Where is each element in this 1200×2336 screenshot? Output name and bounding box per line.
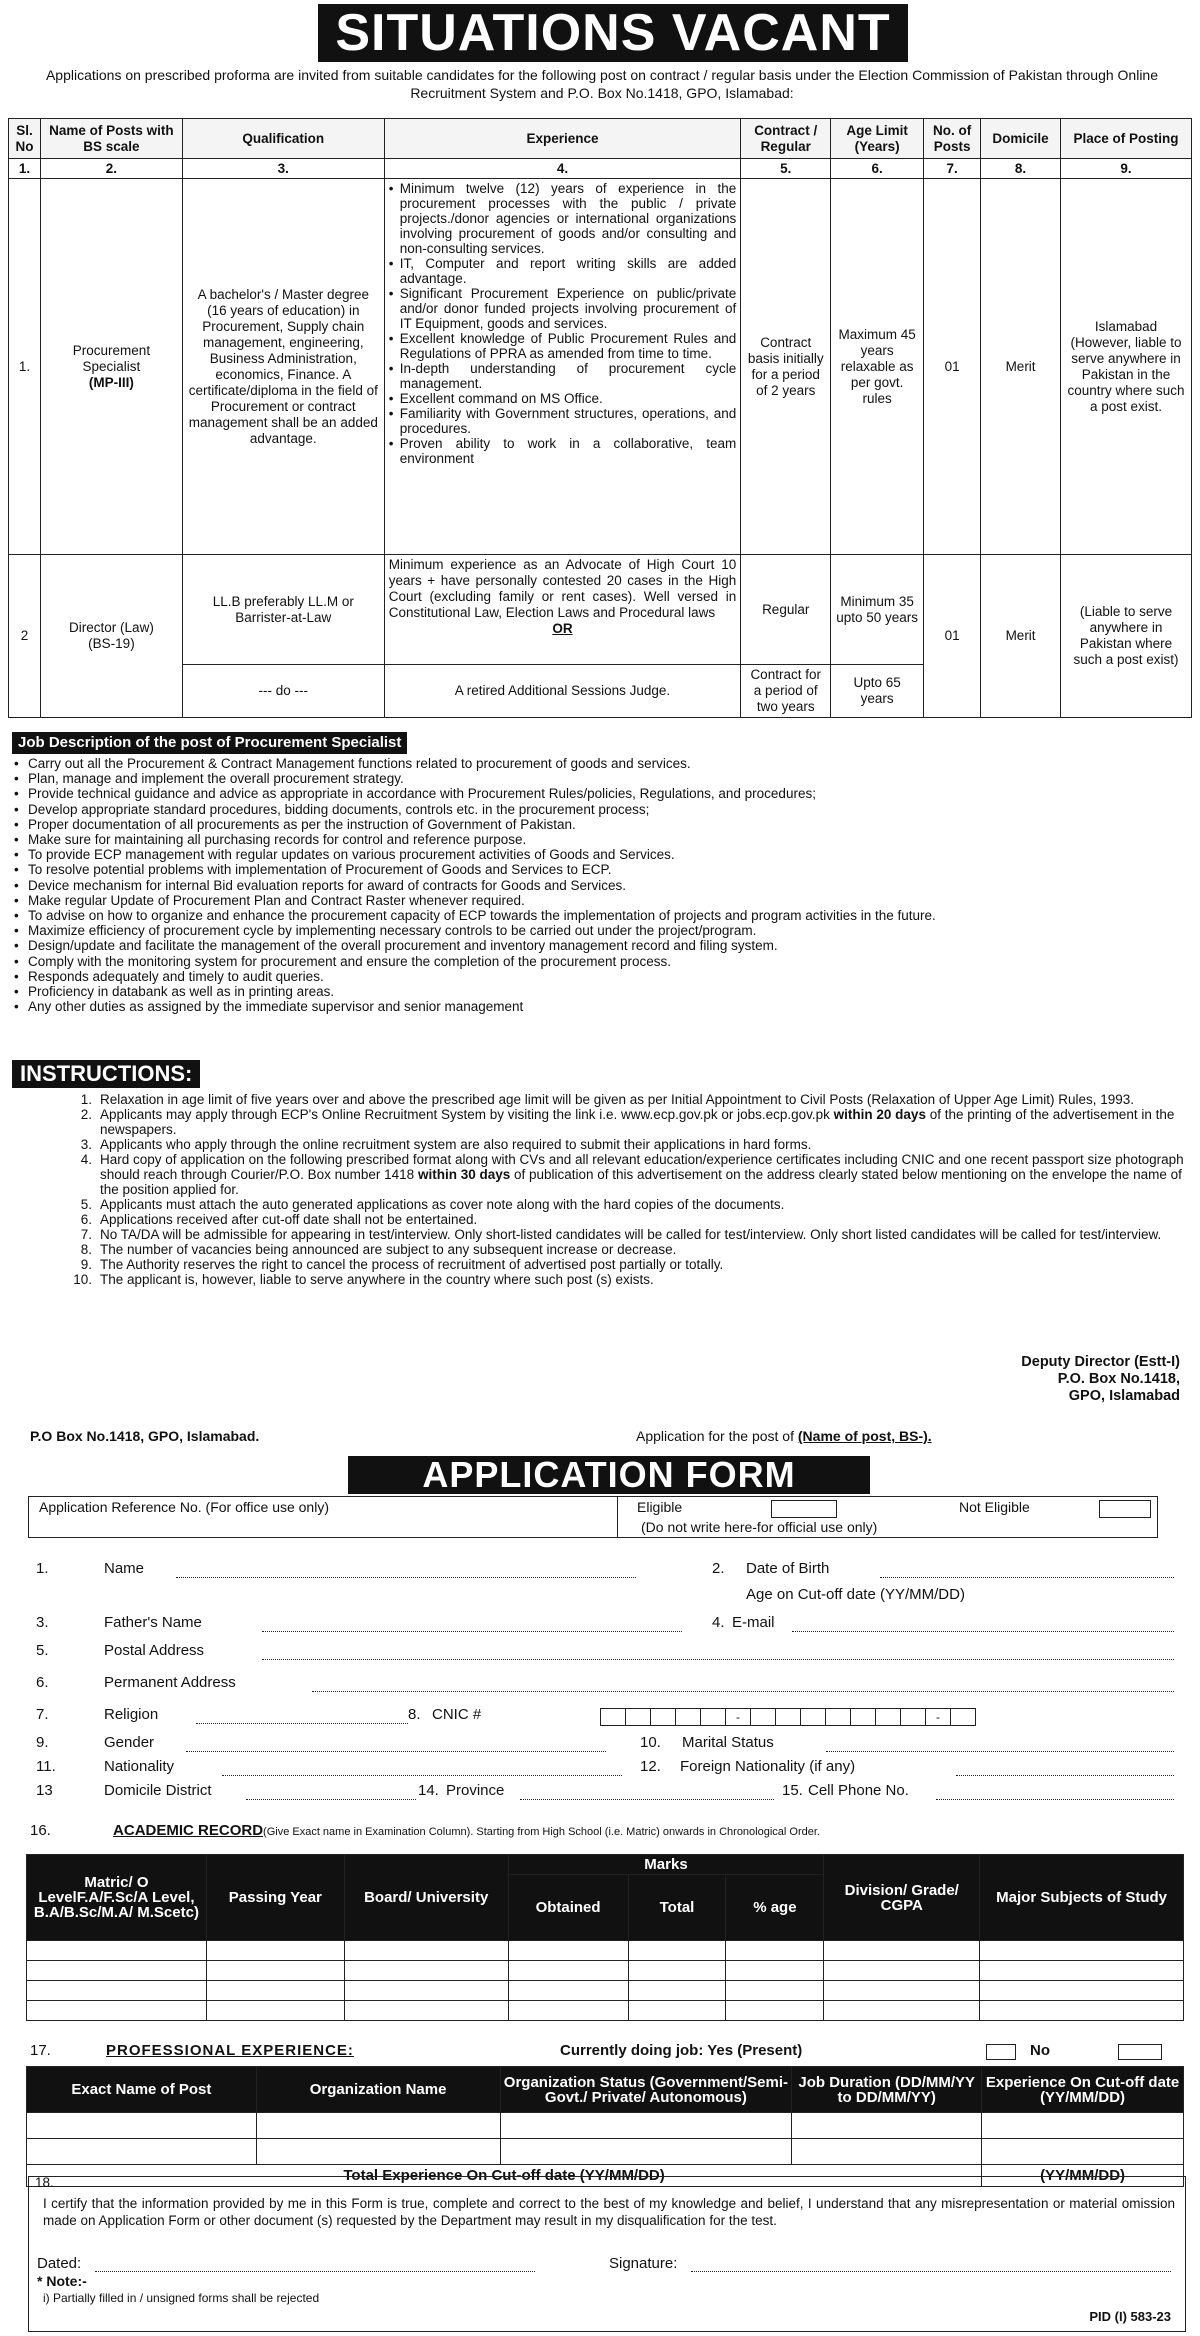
section-number: 18. (35, 2175, 54, 2190)
nationality-field[interactable] (222, 1775, 622, 1776)
signature-field[interactable] (691, 2271, 1171, 2272)
row-sl: 2 (9, 555, 41, 718)
item-text: No TA/DA will be admissible for appearing in test/interview. Only short-listed candidates will be called for test/interview. Only short listed candidates will be called for test/interview. (100, 1227, 1162, 1242)
note-heading: * Note:- (37, 2273, 87, 2289)
cell-phone-label: Cell Phone No. (808, 1782, 909, 1799)
header-organization-status: Organization Status (Government/Semi-Govt./ Private/ Autonomous) (500, 2067, 792, 2113)
list-item: • Comply with the monitoring system for procurement and ensure the completion of the procurement process. (14, 954, 1186, 969)
col-number: 5. (741, 159, 831, 179)
field-number: 2. (712, 1560, 725, 1577)
col-number: 1. (9, 159, 41, 179)
item-text: Applicants must attach the auto generated applications as cover note along with the hard copies of the documents. (100, 1197, 785, 1212)
list-item: • To advise on how to organize and enhance the procurement capacity of ECP towards the implementation of projects and program activities in the future. (14, 908, 1186, 923)
section-number: 16. (30, 1822, 51, 1839)
item-deadline: within 30 days (414, 1167, 511, 1182)
header-exam: Matric/ O LevelF.A/F.Sc/A Level, B.A/B.Sc/M.A/ M.Scetc) (27, 1855, 207, 1941)
religion-label: Religion (104, 1706, 159, 1723)
row-contract: Contract for a period of two years (741, 665, 831, 718)
header-age: Age Limit (Years) (831, 119, 924, 159)
table-cell[interactable] (508, 2001, 628, 2021)
dob-label: Date of Birth (746, 1560, 830, 1577)
cnic-digit-box[interactable] (800, 1708, 826, 1726)
row-place: (Liable to serve anywhere in Pakistan where such a post exist) (1061, 555, 1192, 718)
row-age: Maximum 45 years relaxable as per govt. rules (831, 179, 924, 555)
not-eligible-label: Not Eligible (959, 1499, 1030, 1515)
item-number: 7. (80, 1227, 92, 1242)
posts-col-number-row (9, 159, 1192, 179)
list-item (56, 1257, 1184, 1272)
list-item (56, 1137, 1184, 1152)
table-cell[interactable] (792, 2113, 982, 2139)
field-number: 15. (782, 1782, 803, 1799)
list-item: • Any other duties as assigned by the immediate supervisor and senior management (14, 999, 1186, 1014)
academic-record-heading (30, 1822, 820, 1839)
table-cell[interactable] (824, 2001, 980, 2021)
total-experience-label: Total Experience On Cut-off date (YY/MM/DD) (27, 2165, 982, 2187)
header-posts-count: No. of Posts (924, 119, 981, 159)
table-cell[interactable] (27, 1981, 207, 2001)
row-contract: Contract basis initially for a period of 2 years (741, 179, 831, 555)
row-experience: A retired Additional Sessions Judge. (384, 665, 741, 718)
professional-experience-table (26, 2066, 1184, 2187)
header-passing-year: Passing Year (206, 1855, 344, 1941)
header-subjects: Major Subjects of Study (980, 1855, 1184, 1941)
item-number: 6. (80, 1212, 92, 1227)
table-cell[interactable] (27, 2001, 207, 2021)
table-cell[interactable] (206, 1981, 344, 2001)
currently-working-yes-checkbox[interactable] (986, 2044, 1016, 2060)
row-qualification: --- do --- (182, 665, 384, 718)
signatory-address: P.O. Box No.1418, (1057, 1371, 1180, 1387)
list-item: • Develop appropriate standard procedures, bidding documents, controls etc. in the procurement process; (14, 802, 1186, 817)
academic-record-title: ACADEMIC RECORD (113, 1822, 264, 1839)
list-item: • Provide technical guidance and advice as appropriate in accordance with Procurement Rules/policies, Regulations, and procedures; (14, 786, 1186, 801)
table-cell[interactable] (344, 1941, 508, 1961)
application-for (636, 1428, 932, 1444)
table-cell[interactable] (206, 2001, 344, 2021)
table-cell[interactable] (980, 1981, 1184, 2001)
list-item (56, 1212, 1184, 1227)
list-item (56, 1242, 1184, 1257)
table-cell[interactable] (980, 1941, 1184, 1961)
professional-experience-title: PROFESSIONAL EXPERIENCE: (106, 2042, 354, 2059)
field-number: 10. (640, 1734, 661, 1751)
professional-experience-heading (30, 2042, 1180, 2059)
list-item: • To resolve potential problems with implementation of Procurement of Goods and Services to ECP. (14, 862, 1186, 877)
table-cell[interactable] (628, 1961, 726, 1981)
age-cutoff-label: Age on Cut-off date (YY/MM/DD) (746, 1586, 965, 1603)
list-item (56, 1227, 1184, 1242)
header-total: Total (628, 1875, 726, 1941)
job-description-heading: Job Description of the post of Procurement Specialist (12, 732, 407, 754)
header-qualification: Qualification (182, 119, 384, 159)
list-item: • Proven ability to work in a collaborative, team environment (389, 436, 737, 466)
postal-address-label: Postal Address (104, 1642, 205, 1659)
header-division: Division/ Grade/ CGPA (824, 1855, 980, 1941)
experience-list (389, 181, 737, 466)
table-cell[interactable] (726, 1981, 824, 2001)
item-body (100, 1107, 1184, 1137)
academic-record-note: (Give Exact name in Examination Column). Starting from High School (i.e. Matric) onwards in Chronological Order. (263, 1826, 820, 1838)
table-cell[interactable] (792, 2139, 982, 2165)
item-deadline: within 20 days (829, 1107, 926, 1122)
cnic-digit-box[interactable] (675, 1708, 701, 1726)
item-text: The number of vacancies being announced are subject to any subsequent increase or decrease. (100, 1242, 677, 1257)
eligible-label: Eligible (637, 1499, 683, 1515)
gender-label: Gender (104, 1734, 155, 1751)
publication-id: PID (I) 583-23 (1089, 2309, 1171, 2324)
list-item: • Proficiency in databank as well as in printing areas. (14, 984, 1186, 999)
list-item: • Device mechanism for internal Bid evaluation reports for award of contracts for Goods and Services. (14, 878, 1186, 893)
table-cell[interactable] (27, 2139, 257, 2165)
reference-number-label: Application Reference No. (For office use only) (39, 1499, 329, 1515)
name-label: Name (104, 1560, 145, 1577)
row-domicile: Merit (981, 179, 1061, 555)
professional-header-row (27, 2067, 1184, 2113)
application-for-label: Application for the post of (636, 1428, 794, 1444)
header-experience: Experience (384, 119, 741, 159)
table-row (27, 2001, 1184, 2021)
father-name-label: Father's Name (104, 1614, 202, 1631)
list-item: • Maximize efficiency of procurement cycle by implementing necessary controls to be carried out under the project/program. (14, 923, 1186, 938)
marital-status-field[interactable] (826, 1751, 1174, 1752)
province-label: Province (446, 1782, 505, 1799)
table-cell[interactable] (726, 2001, 824, 2021)
list-item: • Familiarity with Government structures, operations, and procedures. (389, 406, 737, 436)
header-contract: Contract / Regular (741, 119, 831, 159)
list-item (56, 1092, 1184, 1107)
signatory-title: Deputy Director (Estt-I) (1021, 1354, 1180, 1370)
gender-field[interactable] (186, 1751, 606, 1752)
field-number: 13 (36, 1782, 53, 1799)
item-text: The Authority reserves the right to cancel the process of recruitment of advertised post partially or totally. (100, 1257, 724, 1272)
list-item: • In-depth understanding of procurement cycle management. (389, 361, 737, 391)
header-post: Name of Posts with BS scale (40, 119, 182, 159)
list-item (56, 1152, 1184, 1197)
item-text: Hard copy of application on the following prescribed format along with CVs and all relevant education/experience certificates including CNIC and one recent passport size photograph should reach through Courier/P.O. Box number 1418 (100, 1152, 1184, 1182)
list-item: • Proper documentation of all procurements as per the instruction of Government of Pakistan. (14, 817, 1186, 832)
field-number: 5. (36, 1642, 49, 1659)
field-number: 12. (640, 1758, 661, 1775)
row-experience (384, 179, 741, 555)
cnic-digit-box[interactable] (825, 1708, 851, 1726)
cnic-digit-box[interactable] (950, 1708, 976, 1726)
foreign-nationality-field[interactable] (956, 1775, 1174, 1776)
table-cell[interactable] (982, 2113, 1184, 2139)
table-row (9, 179, 1192, 555)
item-text: Relaxation in age limit of five years over and above the prescribed age limit will be given as per Initial Appointment to Civil Posts (Relaxation of Upper Age Limit) Rules, 1993. (100, 1092, 1135, 1107)
row-experience (384, 555, 741, 665)
currently-working-no-label: No (1030, 2042, 1050, 2059)
cnic-digit-box[interactable] (600, 1708, 626, 1726)
table-cell[interactable] (344, 1981, 508, 2001)
father-name-field[interactable] (262, 1631, 682, 1632)
signature-label: Signature: (609, 2255, 678, 2272)
list-item: • Excellent command on MS Office. (389, 391, 737, 406)
item-number: 10. (73, 1272, 92, 1287)
field-number: 8. (408, 1706, 421, 1723)
row-post (40, 555, 182, 718)
list-item (56, 1272, 1184, 1287)
cnic-digit-box[interactable] (775, 1708, 801, 1726)
table-cell[interactable] (628, 1941, 726, 1961)
cnic-dash: - (925, 1708, 951, 1726)
item-text: Applications received after cut-off date shall not be entertained. (100, 1212, 478, 1227)
foreign-nationality-label: Foreign Nationality (if any) (680, 1758, 856, 1775)
signatory (900, 1354, 1180, 1405)
post-name: Procurement Specialist (72, 342, 151, 374)
row-qualification: LL.B preferably LL.M or Barrister-at-Law (182, 555, 384, 665)
field-number: 9. (36, 1734, 49, 1751)
note-text: i) Partially filled in / unsigned forms shall be rejected (43, 2291, 320, 2305)
dated-label: Dated: (37, 2255, 82, 2272)
list-item: • Responds adequately and timely to audit queries. (14, 969, 1186, 984)
office-use-box (28, 1496, 1158, 1538)
item-text-after: of publication of this advertisement on the address clearly stated below mentioning on the envelope the name of the position applied for. (100, 1167, 1182, 1197)
col-number: 4. (384, 159, 741, 179)
col-number: 3. (182, 159, 384, 179)
list-item: • Plan, manage and implement the overall procurement strategy. (14, 771, 1186, 786)
list-item: • Significant Procurement Experience on public/private and/or donor funded projects involving procurement of IT Equipment, goods and services. (389, 286, 737, 331)
field-number: 14. (418, 1782, 439, 1799)
table-row (27, 2113, 1184, 2139)
marital-status-label: Marital Status (682, 1734, 774, 1751)
table-cell[interactable] (500, 2113, 792, 2139)
post-name: Director (Law) (69, 620, 154, 635)
cnic-field[interactable] (600, 1708, 975, 1726)
nationality-label: Nationality (104, 1758, 175, 1775)
table-cell[interactable] (980, 1961, 1184, 1981)
row-contract: Regular (741, 555, 831, 665)
posts-header-row (9, 119, 1192, 159)
list-item: • To provide ECP management with regular updates on various procurement activities of Goods and Services. (14, 847, 1186, 862)
field-number: 6. (36, 1674, 49, 1691)
row-qualification: A bachelor's / Master degree (16 years of education) in Procurement, Supply chain management, engineering, Business Administration, economics, Finance. A certificate/diploma in the field of Procurement or contract management shall be an added advantage. (182, 179, 384, 555)
table-row (27, 1981, 1184, 2001)
cnic-dash: - (725, 1708, 751, 1726)
row-age: Minimum 35 upto 50 years (831, 555, 924, 665)
domicile-field[interactable] (246, 1799, 416, 1800)
col-number: 8. (981, 159, 1061, 179)
cnic-digit-box[interactable] (625, 1708, 651, 1726)
list-item (56, 1107, 1184, 1137)
row-sl: 1. (9, 179, 41, 555)
item-number: 5. (80, 1197, 92, 1212)
item-number: 8. (80, 1242, 92, 1257)
table-cell[interactable] (824, 1981, 980, 2001)
experience-text: Minimum experience as an Advocate of High Court 10 years + have personally contested 20 cases in the High Court (excluding family or rent cases). Well versed in Constitutional Law, Election Laws and Procedural laws (388, 557, 737, 620)
item-text: Applicants may apply through ECP's Online Recruitment System by visiting the link i.e. www.ecp.gov.pk or jobs.ecp.gov.pk (100, 1107, 830, 1122)
header-marks: Marks (508, 1855, 824, 1875)
header-job-duration: Job Duration (DD/MM/YY to DD/MM/YY) (792, 2067, 982, 2113)
domicile-label: Domicile District (104, 1782, 212, 1799)
or-label: OR (552, 621, 573, 636)
post-scale: (MP-III) (88, 374, 134, 390)
dob-field[interactable] (880, 1577, 1174, 1578)
header-experience-cutoff: Experience On Cut-off date (YY/MM/DD) (982, 2067, 1184, 2113)
currently-working-label: Currently doing job: Yes (Present) (560, 2042, 803, 2059)
table-cell[interactable] (256, 2113, 500, 2139)
table-cell[interactable] (256, 2139, 500, 2165)
cnic-digit-box[interactable] (875, 1708, 901, 1726)
table-cell[interactable] (726, 1961, 824, 1981)
cnic-digit-box[interactable] (750, 1708, 776, 1726)
table-cell[interactable] (27, 1961, 207, 1981)
table-cell[interactable] (980, 2001, 1184, 2021)
academic-record-table (26, 1854, 1184, 2021)
po-box-address: P.O Box No.1418, GPO, Islamabad. (30, 1428, 260, 1444)
date-field[interactable] (95, 2271, 535, 2272)
signatory-city: GPO, Islamabad (1068, 1388, 1180, 1404)
item-number: 4. (80, 1152, 92, 1167)
table-cell[interactable] (824, 1961, 980, 1981)
cnic-digit-box[interactable] (650, 1708, 676, 1726)
list-item (56, 1197, 1184, 1212)
cnic-digit-box[interactable] (850, 1708, 876, 1726)
item-text: Applicants who apply through the online recruitment system are also required to submit their applications in hard forms. (100, 1137, 812, 1152)
eligible-checkbox[interactable] (771, 1500, 837, 1518)
list-item: • Carry out all the Procurement & Contract Management functions related to procurement of goods and services. (14, 756, 1186, 771)
field-number: 3. (36, 1614, 49, 1631)
table-cell[interactable] (508, 1961, 628, 1981)
item-number: 2. (80, 1107, 92, 1122)
instructions-heading: INSTRUCTIONS: (12, 1060, 200, 1088)
field-number: 4. (712, 1614, 725, 1631)
certificate-box (28, 2176, 1186, 2332)
row-post (40, 179, 182, 555)
section-number: 17. (30, 2042, 51, 2059)
table-cell[interactable] (206, 1941, 344, 1961)
row-domicile: Merit (981, 555, 1061, 718)
list-item: • Make sure for maintaining all purchasing records for control and reference purpose. (14, 832, 1186, 847)
table-row (9, 555, 1192, 665)
table-cell[interactable] (508, 1981, 628, 2001)
academic-header-row (27, 1855, 1184, 1875)
table-row (27, 2139, 1184, 2165)
table-row (27, 1961, 1184, 1981)
item-text-after: of the printing of the advertisement in the newspapers. (100, 1107, 1175, 1137)
header-post-name: Exact Name of Post (27, 2067, 257, 2113)
list-item: • Design/update and facilitate the management of the overall procurement and inventory management record and filing system. (14, 938, 1186, 953)
posts-table (8, 118, 1192, 718)
row-age: Upto 65 years (831, 665, 924, 718)
table-cell[interactable] (628, 2001, 726, 2021)
table-cell[interactable] (344, 1961, 508, 1981)
cnic-digit-box[interactable] (900, 1708, 926, 1726)
item-text: The applicant is, however, liable to serve anywhere in the country where such post (s) exists. (100, 1272, 654, 1287)
permanent-address-field[interactable] (312, 1691, 1174, 1692)
application-form-title: APPLICATION FORM (348, 1456, 870, 1494)
item-number: 9. (80, 1257, 92, 1272)
row-place: Islamabad (However, liable to serve anywhere in Pakistan in the country where such a post exist. (1061, 179, 1192, 555)
headline: SITUATIONS VACANT (318, 4, 908, 62)
cell-phone-field[interactable] (936, 1799, 1174, 1800)
table-cell[interactable] (628, 1981, 726, 2001)
col-number: 9. (1061, 159, 1192, 179)
divider (617, 1497, 618, 1537)
name-field[interactable] (176, 1577, 636, 1578)
row-posts-count: 01 (924, 555, 981, 718)
col-number: 6. (831, 159, 924, 179)
header-sl: Sl. No (9, 119, 41, 159)
cnic-label: CNIC # (432, 1706, 482, 1723)
certificate-text: I certify that the information provided by me in this Form is true, complete and correct to the best of my knowledge and belief, I understand that any misrepresentation or material omission made on Application Form or other document (s) requested by the Department may result in my disqualification for the test. (43, 2196, 1175, 2228)
application-for-post: (Name of post, BS-). (797, 1428, 932, 1444)
table-cell[interactable] (27, 1941, 207, 1961)
province-field[interactable] (520, 1799, 774, 1800)
email-label: E-mail (732, 1614, 775, 1631)
col-number: 2. (40, 159, 182, 179)
header-percentage: % age (726, 1875, 824, 1941)
header-domicile: Domicile (981, 119, 1061, 159)
item-number: 3. (80, 1137, 92, 1152)
religion-field[interactable] (196, 1723, 408, 1724)
table-cell[interactable] (206, 1961, 344, 1981)
list-item: • Excellent knowledge of Public Procurement Rules and Regulations of PPRA as amended from time to time. (389, 331, 737, 361)
item-number: 1. (80, 1092, 92, 1107)
table-cell[interactable] (500, 2139, 792, 2165)
col-number: 7. (924, 159, 981, 179)
table-cell[interactable] (27, 2113, 257, 2139)
item-body (100, 1152, 1184, 1197)
cnic-digit-box[interactable] (700, 1708, 726, 1726)
field-number: 11. (36, 1758, 56, 1775)
job-description-list (14, 756, 1186, 1014)
table-cell[interactable] (982, 2139, 1184, 2165)
email-field[interactable] (792, 1631, 1174, 1632)
total-experience-value[interactable]: (YY/MM/DD) (982, 2165, 1184, 2187)
office-use-note: (Do not write here-for official use only) (641, 1519, 878, 1535)
list-item: • IT, Computer and report writing skills are added advantage. (389, 256, 737, 286)
table-cell[interactable] (344, 2001, 508, 2021)
list-item: • Minimum twelve (12) years of experience in the procurement processes with the public / private projects./donor agencies or international organizations involving procurement of goods and/or consulting and non-consulting services. (389, 181, 737, 256)
header-obtained: Obtained (508, 1875, 628, 1941)
table-cell[interactable] (726, 1941, 824, 1961)
field-number: 1. (36, 1560, 49, 1577)
header-board: Board/ University (344, 1855, 508, 1941)
header-place: Place of Posting (1061, 119, 1192, 159)
permanent-address-label: Permanent Address (104, 1674, 236, 1691)
table-row (27, 1941, 1184, 1961)
table-cell[interactable] (508, 1941, 628, 1961)
postal-address-field[interactable] (262, 1659, 1174, 1660)
intro-text: Applications on prescribed proforma are invited from suitable candidates for the following post on contract / regular basis under the Election Commission of Pakistan through Online Recruitment System and P.O. Box No.1418, GPO, Islamabad: (45, 67, 1159, 101)
table-cell[interactable] (824, 1941, 980, 1961)
instructions-list (56, 1092, 1184, 1287)
header-organization: Organization Name (256, 2067, 500, 2113)
row-posts-count: 01 (924, 179, 981, 555)
post-scale: (BS-19) (88, 636, 135, 651)
field-number: 7. (36, 1706, 49, 1723)
currently-working-no-checkbox[interactable] (1118, 2044, 1162, 2060)
list-item: • Make regular Update of Procurement Plan and Contract Raster whenever required. (14, 893, 1186, 908)
not-eligible-checkbox[interactable] (1099, 1500, 1151, 1518)
